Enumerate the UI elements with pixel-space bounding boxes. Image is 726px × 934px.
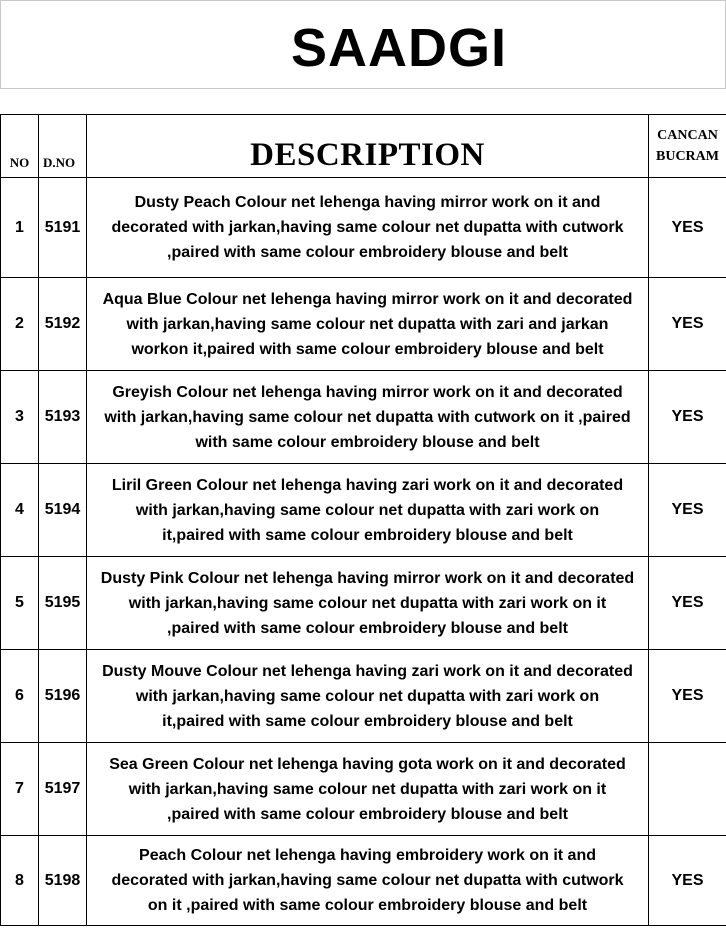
description-line: workon it,paired with same colour embroidery blouse and belt [131,340,604,358]
description-line: with jarkan,having same colour net dupatta with zari work on it [128,594,607,612]
table-row [1,557,726,650]
divider [0,88,726,89]
description-line: ,paired with same colour embroidery blouse and belt [167,619,568,637]
table-row [1,836,726,926]
description-cell [87,464,649,557]
page-title: SAADGI [290,18,507,78]
description-cell [87,836,649,926]
header-cancan [649,115,726,178]
header-no: NO [1,115,39,178]
description-line: Dusty Pink Colour net lehenga having mirror work on it and decorated [100,569,635,587]
description-line: decorated with jarkan,having same colour net dupatta with cutwork [111,872,624,889]
table-row [1,464,726,557]
row-number: 2 [1,278,39,371]
cancan-value: YES [649,650,726,743]
design-number: 5197 [39,743,87,836]
design-number: 5192 [39,278,87,371]
description-line: ,paired with same colour embroidery blouse and belt [167,244,568,261]
table-row [1,178,726,278]
description-cell [87,278,649,371]
description-line: it,paired with same colour embroidery blouse and belt [162,526,573,544]
title-box [0,0,726,89]
description-line: it,paired with same colour embroidery blouse and belt [162,712,573,730]
description-line: decorated with jarkan,having same colour net dupatta with cutwork [111,219,624,236]
description-cell [87,371,649,464]
design-number: 5195 [39,557,87,650]
row-number: 5 [1,557,39,650]
description-line: ,paired with same colour embroidery blouse and belt [167,805,568,823]
description-line: Liril Green Colour net lehenga having zari work on it and decorated [111,476,624,494]
description-line: Sea Green Colour net lehenga having gota work on it and decorated [109,755,626,773]
description-line: with jarkan,having same colour net dupatta with zari work on it [128,780,607,798]
design-number: 5191 [39,178,87,278]
design-number: 5194 [39,464,87,557]
table-row [1,371,726,464]
cancan-value: YES [649,178,726,278]
cancan-value: YES [649,836,726,926]
header-row [1,115,726,178]
cancan-value: YES [649,278,726,371]
description-cell [87,557,649,650]
header-description: DESCRIPTION [87,115,649,178]
row-number: 4 [1,464,39,557]
table-row [1,278,726,371]
description-line: Aqua Blue Colour net lehenga having mirror work on it and decorated [102,290,633,308]
header-cancan-line2: BUCRAM [656,149,719,164]
design-number: 5198 [39,836,87,926]
description-line: Greyish Colour net lehenga having mirror work on it and decorated [112,383,623,401]
design-number: 5193 [39,371,87,464]
row-number: 1 [1,178,39,278]
description-line: Dusty Mouve Colour net lehenga having zari work on it and decorated [102,662,633,680]
row-number: 8 [1,836,39,926]
description-cell [87,650,649,743]
description-line: Dusty Peach Colour net lehenga having mirror work on it and [134,194,601,211]
description-line: with jarkan,having same colour net dupatta with cutwork on it ,paired [104,408,631,426]
description-line: with jarkan,having same colour net dupatta with zari work on [135,501,600,519]
description-cell [87,743,649,836]
description-line: with same colour embroidery blouse and belt [195,433,540,451]
description-cell [87,178,649,278]
row-number: 7 [1,743,39,836]
table-row [1,650,726,743]
description-line: on it ,paired with same colour embroidery blouse and belt [147,897,588,914]
cancan-value: YES [649,371,726,464]
cancan-value: YES [649,557,726,650]
header-cancan-line1: CANCAN [657,128,718,143]
description-line: Peach Colour net lehenga having embroidery work on it and [139,847,596,864]
cancan-value [649,743,726,836]
catalog-table [0,114,726,926]
description-line: with jarkan,having same colour net dupatta with zari work on [135,687,600,705]
row-number: 6 [1,650,39,743]
description-line: with jarkan,having same colour net dupatta with zari and jarkan [126,315,609,333]
table-row [1,743,726,836]
cancan-value: YES [649,464,726,557]
row-number: 3 [1,371,39,464]
header-dno: D.NO [39,115,87,178]
design-number: 5196 [39,650,87,743]
